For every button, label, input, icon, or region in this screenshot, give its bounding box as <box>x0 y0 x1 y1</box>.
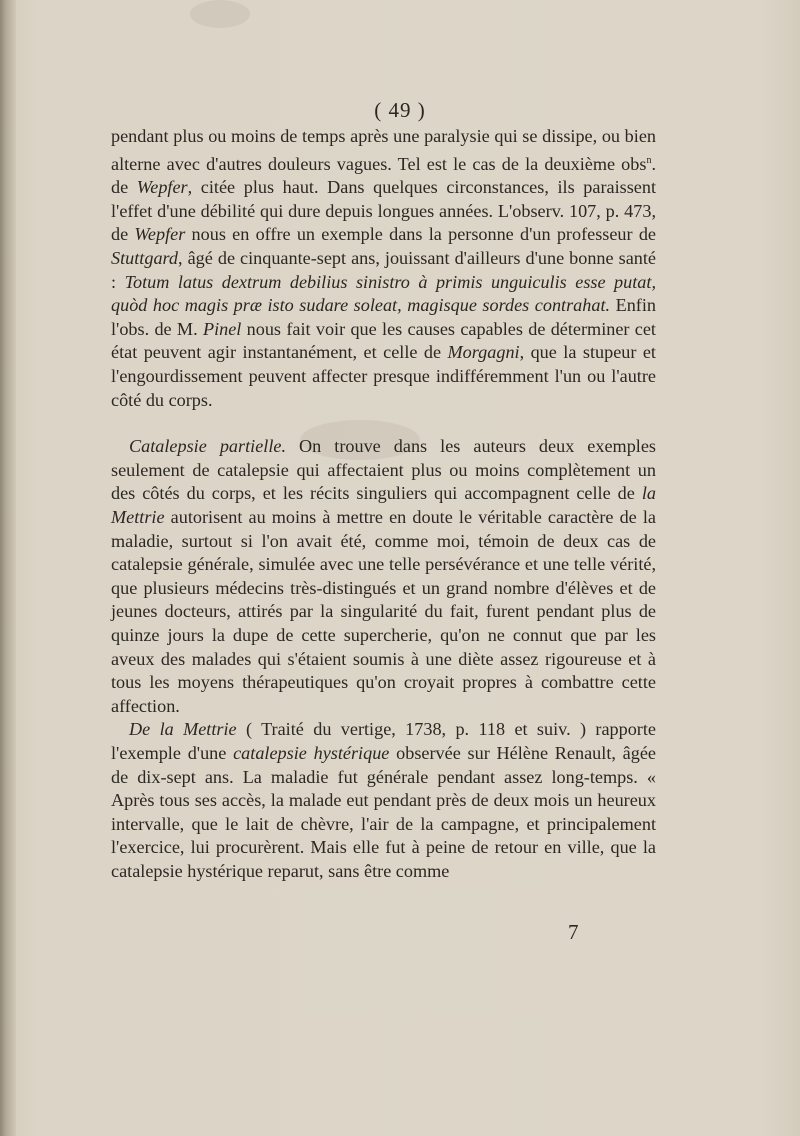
text-segment: nous en offre un exemple dans la personne d'un professeur de <box>185 224 656 245</box>
paragraph-3 <box>111 718 656 883</box>
text-segment: , citée plus haut. Dans quelques circonstances, ils paraissent l'effet d'une débilité qui dure depuis longues années. L'observ. 107, p. 473, de <box>111 177 656 245</box>
italic-text: Stuttgard <box>111 248 179 269</box>
italic-text: Wepfer <box>136 177 188 198</box>
text-segment: . de <box>111 153 656 198</box>
text-segment: , que la stupeur et l'engourdissement peuvent affecter presque indifféremment l'un ou l'autre côté du corps. <box>111 342 656 410</box>
italic-text: Pinel <box>202 318 242 339</box>
paragraph-1 <box>111 125 656 412</box>
text-segment: nous fait voir que les causes capables de déterminer cet état peuvent agir instantanément, et celle de <box>111 318 656 363</box>
text-segment: pendant plus ou moins de temps après une paralysie qui se dissipe, ou bien alterne avec d'autres douleurs vagues. Tel est le cas de la deuxième obs <box>111 126 656 174</box>
italic-text: Wepfer <box>134 224 186 245</box>
italic-text: Morgagni <box>447 342 520 363</box>
italic-text: la Mettrie <box>111 483 656 527</box>
text-segment: , âgé de cinquante-sept ans, jouissant d'ailleurs d'une bonne santé : <box>111 248 656 292</box>
signature-mark: 7 <box>568 920 579 944</box>
italic-text: catalepsie hystérique <box>233 742 390 763</box>
body-text <box>111 125 656 883</box>
text-segment: observée sur Hélène Renault, âgée de dix-sept ans. La maladie fut générale pendant assez long-temps. « Après tous ses accès, la malade eut pendant près de deux mois un heureux intervalle, que le lait de chèvre, l'air de la campagne, et principalement l'exercice, lui procurèrent. Mais elle fut à peine de retour en ville, que la catalepsie hystérique reparut, sans être comme <box>111 742 656 881</box>
page-number: ( 49 ) <box>374 98 426 122</box>
text-segment: Enfin l'obs. de M. <box>111 295 656 339</box>
text-segment: On trouve dans les auteurs deux exemples seulement de catalepsie qui affectaient plus ou moins complètement un des côtés du corps, et les récits singuliers qui accompagnent celle de <box>111 436 656 504</box>
binding-gutter <box>0 0 16 1136</box>
paragraph-2 <box>111 435 656 718</box>
italic-text: Catalepsie partielle. <box>129 436 286 457</box>
italic-text: Totum latus dextrum debilius sinistro à primis unguiculis esse putat, quòd hoc magis præ isto sudare soleat, magisque sordes contrahat. <box>111 271 656 316</box>
text-segment: autorisent au moins à mettre en doute le véritable caractère de la maladie, surtout si l'on avait été, comme moi, témoin de deux cas de catalepsie générale, simulée avec une telle persévérance et une telle vérité, que plusieurs médecins très-distingués et un grand nombre d'élèves et de jeunes docteurs, attirés par la singularité du fait, furent pendant plus de quinze jours la dupe de cette supercherie, qu'on ne connut que par les aveux des malades qui s'étaient soumis à une diète assez rigoureuse et à tous les moyens thérapeutiques qu'on croyait propres à combattre cette affection. <box>111 506 656 716</box>
italic-text: De la Mettrie <box>129 719 237 740</box>
paper-stain <box>190 0 250 28</box>
text-segment: ( Traité du vertige, 1738, p. 118 et suiv. ) rapporte l'exemple d'une <box>111 719 656 763</box>
text-segment: n <box>646 154 652 166</box>
